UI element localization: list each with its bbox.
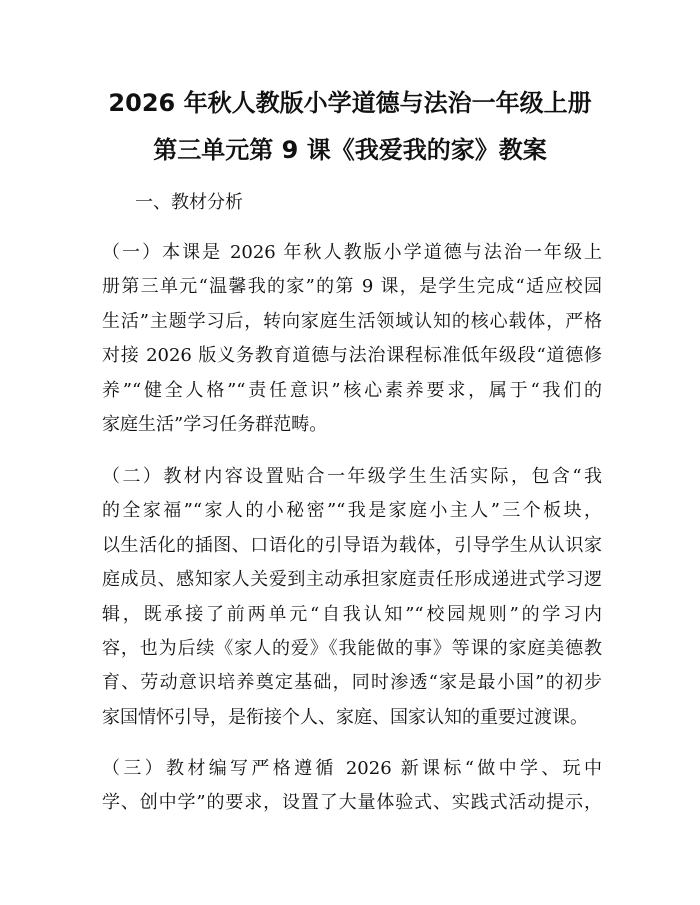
paragraph-line: 学、创中学”的要求，设置了大量体验式、实践式活动提示， bbox=[102, 792, 602, 814]
paragraph-2 bbox=[102, 460, 602, 735]
paragraph-line: （一）本课是 2026 年秋人教版小学道德与法治一年级上 bbox=[102, 242, 602, 263]
paragraph-line: 以生活化的插图、口语化的引导语为载体，引导学生从认识家 bbox=[102, 534, 602, 556]
paragraph-line: 家国情怀引导，是衔接个人、家庭、国家认知的重要过渡课。 bbox=[102, 706, 588, 728]
paragraph-line: 册第三单元“温馨我的家”的第 9 课，是学生完成“适应校园 bbox=[102, 276, 602, 298]
paragraph-line: 辑，既承接了前两单元“自我认知”“校园规则”的学习内 bbox=[102, 603, 602, 625]
paragraph-line: 容，也为后续《家人的爱》《我能做的事》等课的家庭美德教 bbox=[102, 637, 602, 659]
section-heading: 一、教材分析 bbox=[135, 192, 243, 213]
paragraph-line: （二）教材内容设置贴合一年级学生生活实际，包含“我 bbox=[102, 466, 602, 487]
paragraph-3 bbox=[102, 752, 602, 821]
paragraph-line: 育、劳动意识培养奠定基础，同时渗透“家是最小国”的初步 bbox=[102, 672, 602, 694]
paragraph-line: 家庭生活”学习任务群范畴。 bbox=[102, 413, 328, 435]
paragraph-line: 的全家福”“家人的小秘密”“我是家庭小主人”三个板块， bbox=[102, 500, 602, 522]
paragraph-1 bbox=[102, 236, 602, 442]
paragraph-line: 庭成员、感知家人关爱到主动承担家庭责任形成递进式学习逻 bbox=[102, 569, 602, 591]
paragraph-line: 对接 2026 版义务教育道德与法治课程标准低年级段“道德修 bbox=[102, 345, 602, 367]
paragraph-line: 养”“健全人格”“责任意识”核心素养要求，属于“我们的 bbox=[102, 379, 602, 401]
document-title-line-1: 2026 年秋人教版小学道德与法治一年级上册 bbox=[108, 89, 592, 117]
paragraph-line: （三）教材编写严格遵循 2026 新课标“做中学、玩中 bbox=[102, 758, 602, 779]
document-title-line-2: 第三单元第 9 课《我爱我的家》教案 bbox=[153, 136, 547, 164]
paragraph-line: 生活”主题学习后，转向家庭生活领域认知的核心载体，严格 bbox=[102, 310, 602, 332]
